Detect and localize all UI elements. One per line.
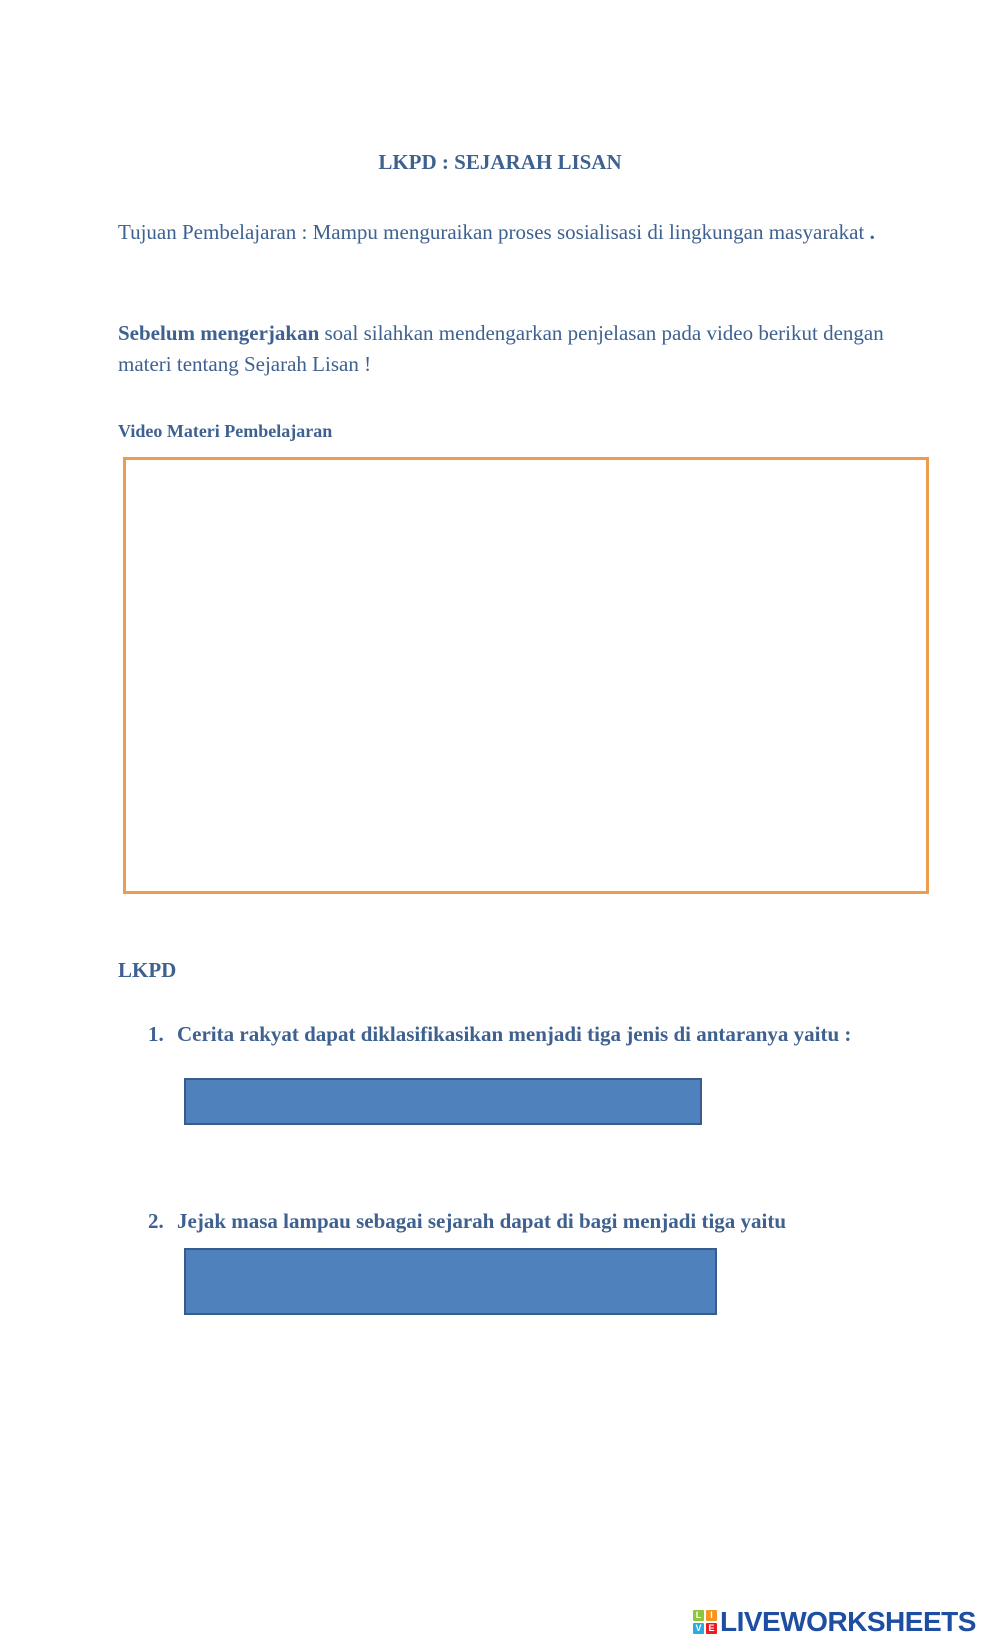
logo-text: LIVEWORKSHEETS (720, 1606, 976, 1637)
question-number: 1. (148, 1022, 164, 1046)
question-text: Cerita rakyat dapat diklasifikasikan menjadi tiga jenis di antaranya yaitu : (177, 1022, 852, 1046)
instruction-rest: soal silahkan mendengarkan penjelasan pada video berikut dengan materi tentang Sejarah Lisan ! (118, 321, 884, 376)
instruction-bold: Sebelum mengerjakan (118, 321, 320, 345)
section-heading: LKPD (118, 958, 177, 982)
liveworksheets-logo (693, 1606, 976, 1638)
question-number: 2. (148, 1209, 164, 1233)
learning-objective (118, 217, 898, 248)
logo-mark-cell: I (706, 1610, 717, 1621)
learning-objective-period: . (864, 220, 875, 244)
answer-field-1[interactable] (184, 1078, 702, 1125)
video-label: Video Materi Pembelajaran (118, 421, 333, 441)
logo-mark-cell: E (706, 1623, 717, 1634)
logo-mark-cell: V (693, 1623, 704, 1634)
logo-mark-cell: L (693, 1610, 704, 1621)
instruction-text (118, 318, 898, 380)
video-player-frame[interactable] (123, 457, 929, 894)
learning-objective-text: Tujuan Pembelajaran : Mampu menguraikan proses sosialisasi di lingkungan masyarakat (118, 220, 865, 244)
answer-field-2[interactable] (184, 1248, 717, 1315)
question-2 (148, 1206, 908, 1237)
page-title: LKPD : SEJARAH LISAN (378, 150, 622, 174)
question-1 (148, 1019, 908, 1050)
question-text: Jejak masa lampau sebagai sejarah dapat di bagi menjadi tiga yaitu (177, 1209, 787, 1233)
liveworksheets-logo-icon (693, 1610, 717, 1634)
